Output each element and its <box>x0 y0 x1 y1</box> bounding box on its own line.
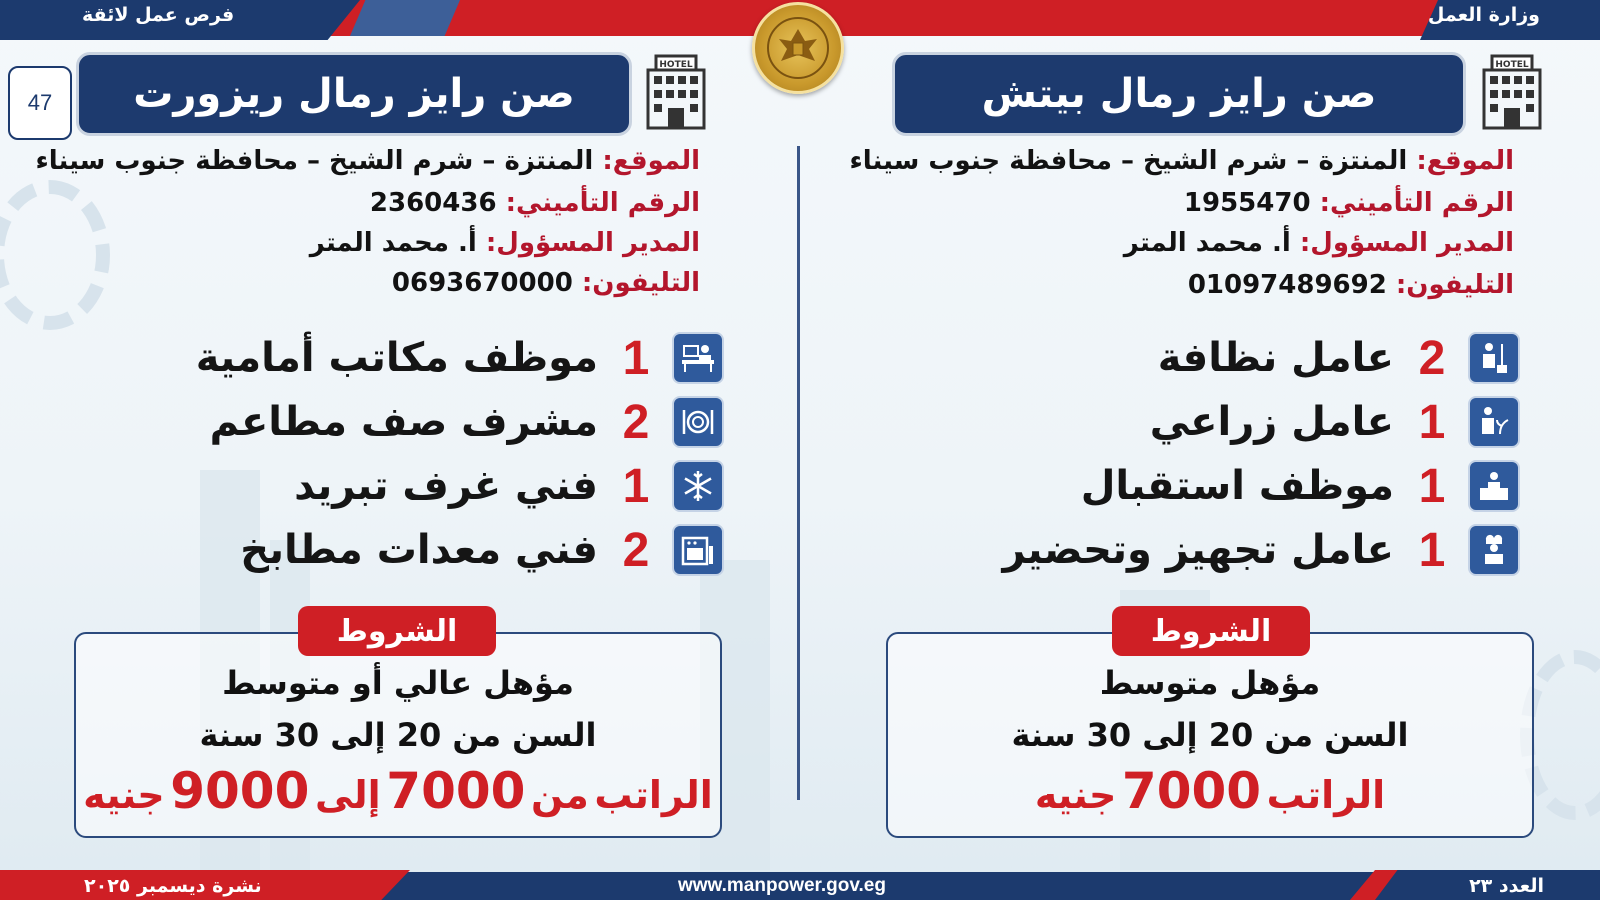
salary-to-word: إلى <box>314 773 381 817</box>
phone-label: التليفون: <box>1395 270 1514 300</box>
job-title: موظف استقبال <box>1080 463 1394 509</box>
job-row <box>294 458 724 514</box>
phone-value: 0693670000 <box>391 268 573 298</box>
job-row <box>196 330 724 386</box>
condition-age: السن من 20 إلى 30 سنة <box>199 716 597 754</box>
manager-label: المدير المسؤول: <box>485 228 700 258</box>
manager-line <box>310 228 700 258</box>
job-row <box>210 394 724 450</box>
ministry-seal <box>752 2 844 94</box>
condition-age: السن من 20 إلى 30 سنة <box>1011 716 1409 754</box>
phone-line <box>392 268 700 298</box>
job-title: عامل تجهيز وتحضير <box>1002 527 1394 573</box>
salary-prefix: الراتب <box>1266 773 1386 817</box>
salary-from-word: من <box>531 773 589 817</box>
oven-icon <box>672 524 724 576</box>
job-count: 2 <box>622 523 650 577</box>
insurance-value: 2360436 <box>369 188 497 218</box>
location-line <box>849 146 1514 176</box>
reception-icon <box>1468 460 1520 512</box>
condition-qualification: مؤهل متوسط <box>1099 664 1321 702</box>
insurance-label: الرقم التأميني: <box>505 188 700 218</box>
phone-line <box>1188 270 1514 300</box>
job-count: 1 <box>1418 459 1446 513</box>
location-label: الموقع: <box>602 146 700 176</box>
hotel-icon <box>636 52 716 132</box>
location-value: المنتزة – شرم الشيخ – محافظة جنوب سيناء <box>849 146 1408 176</box>
footer-website[interactable]: www.manpower.gov.eg <box>678 875 886 896</box>
job-count: 1 <box>622 331 650 385</box>
location-line <box>35 146 700 176</box>
hotel-title-left <box>76 52 632 136</box>
salary-to-amount: 9000 <box>170 762 310 820</box>
eagle-emblem-icon <box>755 5 841 91</box>
location-label: الموقع: <box>1416 146 1514 176</box>
footer-issue-number: العدد ٢٣ <box>1469 875 1544 897</box>
job-row <box>1150 394 1520 450</box>
location-value: المنتزة – شرم الشيخ – محافظة جنوب سيناء <box>35 146 594 176</box>
conditions-box-right <box>886 632 1534 838</box>
page-number: 47 <box>8 66 72 140</box>
conditions-label-right: الشروط <box>1112 606 1310 656</box>
job-title: موظف مكاتب أمامية <box>195 335 598 381</box>
hotel-title-right <box>892 52 1466 136</box>
salary-from-amount: 7000 <box>386 762 526 820</box>
job-title: عامل زراعي <box>1149 399 1394 445</box>
insurance-value: 1955470 <box>1183 188 1311 218</box>
job-title: عامل نظافة <box>1157 335 1394 381</box>
hotel-info-left <box>35 146 700 306</box>
salary-currency: جنيه <box>83 773 165 817</box>
job-row <box>1003 522 1520 578</box>
hotel-name: صن رايز رمال بيتش <box>981 71 1377 117</box>
gardener-icon <box>1468 396 1520 448</box>
manager-value: أ. محمد المتر <box>309 228 477 258</box>
job-count: 1 <box>1418 395 1446 449</box>
conditions-box-left <box>74 632 722 838</box>
job-title: فني معدات مطابخ <box>240 527 598 573</box>
manager-line <box>1124 228 1514 258</box>
header-left-text: فرص عمل لائقة <box>82 4 235 26</box>
insurance-label: الرقم التأميني: <box>1319 188 1514 218</box>
conditions-label-left: الشروط <box>298 606 496 656</box>
salary-amount: 7000 <box>1121 762 1262 820</box>
job-count: 2 <box>1418 331 1446 385</box>
insurance-line <box>1184 188 1514 218</box>
phone-label: التليفون: <box>581 268 700 298</box>
salary-line <box>888 762 1532 820</box>
cleaner-icon <box>1468 332 1520 384</box>
salary-currency: جنيه <box>1034 773 1117 817</box>
salary-line <box>76 762 720 820</box>
job-count: 2 <box>622 395 650 449</box>
chef-icon <box>1468 524 1520 576</box>
insurance-line <box>370 188 700 218</box>
plate-icon <box>672 396 724 448</box>
job-title: مشرف صف مطاعم <box>209 399 598 445</box>
hotel-name: صن رايز رمال ريزورت <box>133 71 575 117</box>
job-row <box>240 522 724 578</box>
phone-value: 01097489692 <box>1187 270 1387 300</box>
top-bar-accent <box>350 0 460 36</box>
svg-text:HOTEL: HOTEL <box>1495 60 1529 70</box>
footer-left-text: نشرة ديسمبر ٢٠٢٥ <box>84 875 262 897</box>
job-count: 1 <box>622 459 650 513</box>
job-count: 1 <box>1418 523 1446 577</box>
job-row <box>1158 330 1520 386</box>
salary-prefix: الراتب <box>594 773 713 817</box>
column-divider <box>797 146 800 800</box>
manager-label: المدير المسؤول: <box>1299 228 1514 258</box>
job-row <box>1081 458 1520 514</box>
hotel-icon <box>1472 52 1552 132</box>
front-desk-icon <box>672 332 724 384</box>
condition-qualification: مؤهل عالي أو متوسط <box>222 664 574 702</box>
header-right-text: وزارة العمل <box>1427 4 1540 26</box>
manager-value: أ. محمد المتر <box>1123 228 1291 258</box>
hotel-info-right <box>849 146 1514 306</box>
job-title: فني غرف تبريد <box>294 463 598 509</box>
snowflake-icon <box>672 460 724 512</box>
svg-text:HOTEL: HOTEL <box>659 60 693 70</box>
